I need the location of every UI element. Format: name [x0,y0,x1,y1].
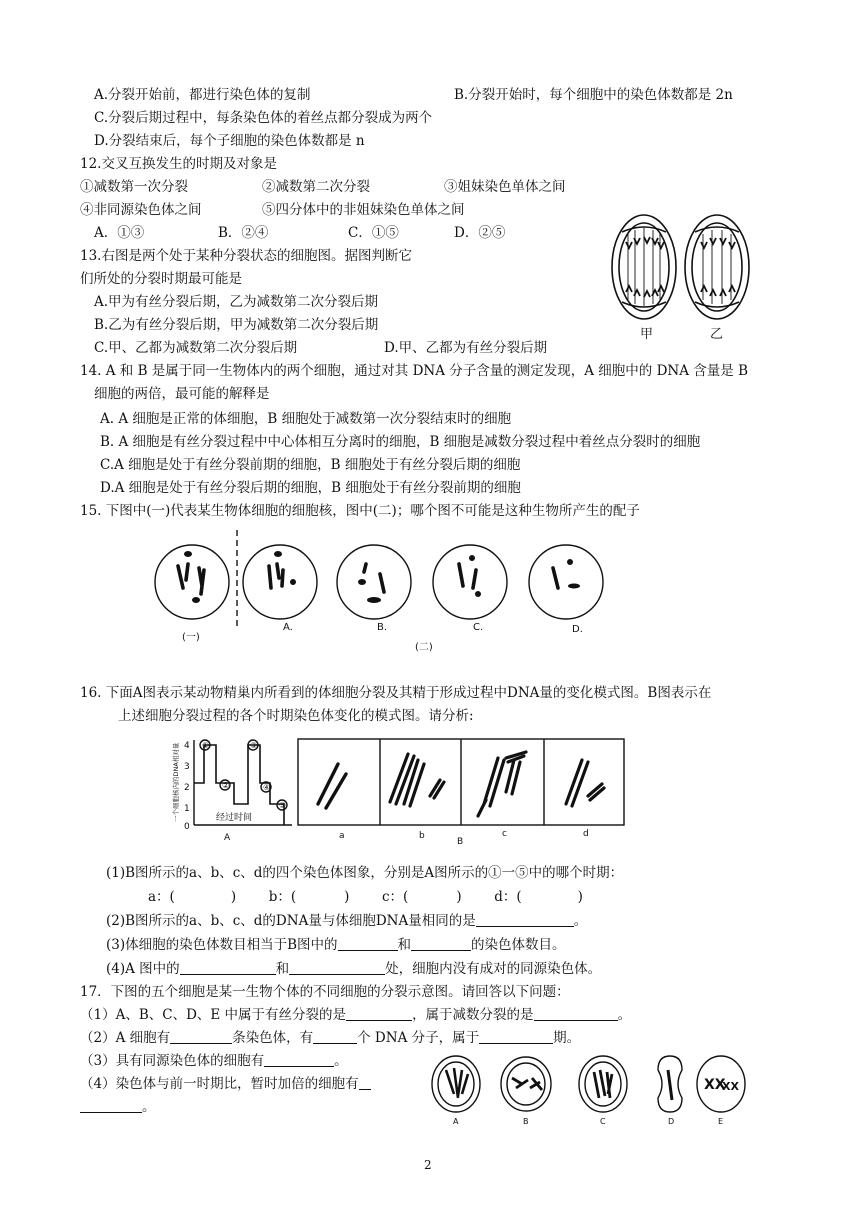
svg-text:4: 4 [184,741,190,751]
label-d: D. [572,624,583,635]
svg-text:0: 0 [184,822,190,832]
q13-figure [604,212,764,352]
svg-text:b: b [419,831,425,841]
q16-part2: (2)B图所示的a、b、c、d的DNA量与体细胞DNA量相同的是 。 [106,913,588,929]
svg-text:①: ① [202,741,210,750]
q17-stem: 17．下图的五个细胞是某一生物个体的不同细胞的分裂示意图。请回答以下问题： [80,984,570,1000]
svg-text:A: A [453,1117,459,1126]
svg-text:A: A [224,833,231,843]
svg-text:②: ② [222,781,230,790]
q13-stem-line2: 们所处的分裂时期最可能是 [80,271,242,287]
svg-text:XX: XX [722,1080,739,1093]
q12-option-c: C．①⑤ [348,225,399,241]
q16-figure [168,734,630,847]
svg-text:3: 3 [184,762,190,772]
gamete-b [337,545,411,619]
q13-figure-svg [604,212,764,352]
q16-d-label: d：( [494,889,522,905]
label-c: C. [473,622,484,633]
svg-text:C: C [600,1117,606,1126]
q17-figure [424,1052,739,1130]
q15-stem: 15. 下图中(一)代表某生物体细胞的细胞核，图中(二)；哪个图不可能是这种生物所产生的配子 [80,503,640,519]
q16-part4: (4)A 图中的 和 处，细胞内没有成对的同源染色体。 [106,961,602,977]
q13-option-c: C.甲、乙都为减数第二次分裂后期 [94,340,298,356]
q17-chromosome-blank[interactable] [170,1029,232,1044]
q12-item-1: ①减数第一次分裂 [80,179,188,195]
q16-part3: (3)体细胞的染色体数目相当于B图中的 和 的染色体数目。 [106,937,566,953]
q17-part1: （1）A、B、C、D、E 中属于有丝分裂的是 ，属于减数分裂的是 。 [80,1007,632,1023]
q13-option-b: B.乙为有丝分裂后期，甲为减数第二次分裂后期 [94,317,379,333]
q17-part4-cont: 。 [80,1098,156,1116]
q17-mitosis-blank[interactable] [346,1006,412,1021]
svg-text:E: E [718,1117,724,1126]
q12-option-a: A．①③ [94,225,145,241]
q17-stage-blank[interactable] [479,1029,553,1044]
q17-doubled-blank[interactable] [359,1075,371,1090]
q15-figure-svg [152,528,622,656]
q12-item-3: ③姐妹染色单体之间 [444,179,566,195]
svg-text:⑤: ⑤ [279,801,287,810]
q12-item-5: ⑤四分体中的非姐妹染色单体之间 [262,202,465,218]
q13-option-d: D.甲、乙都为有丝分裂后期 [384,340,548,356]
q12-stem: 12.交叉互换发生的时期及对象是 [80,156,277,172]
q12-item-4: ④非同源染色体之间 [80,202,202,218]
q17-dna-blank[interactable] [313,1029,357,1044]
svg-text:经过时间: 经过时间 [216,813,253,823]
svg-text:B: B [523,1117,529,1126]
q14-stem-line2: 细胞的两倍，最可能的解释是 [94,386,270,402]
q12-item-2: ②减数第二次分裂 [262,179,370,195]
q17-homologous-blank[interactable] [264,1052,334,1067]
svg-text:d: d [583,829,589,839]
svg-text:D: D [668,1117,675,1126]
svg-text:1: 1 [184,804,190,814]
svg-text:2: 2 [184,783,190,793]
nucleus-one [155,545,229,619]
q16-c-label: c：( [382,889,409,905]
q14-option-d: D.A 细胞是处于有丝分裂后期的细胞，B 细胞处于有丝分裂前期的细胞 [100,480,521,496]
svg-text:c: c [502,829,507,839]
q11-option-a: A.分裂开始前，都进行染色体的复制 [94,87,311,103]
label-two: (二) [415,642,433,653]
q17-part2: （2）A 细胞有 条染色体，有 个 DNA 分子，属于 期。 [80,1030,581,1046]
q12-option-d: D．②⑤ [454,225,506,241]
label-a: A. [283,622,293,633]
q16-b-label: b：( [268,889,297,905]
gamete-d [529,545,603,619]
svg-text:③: ③ [250,741,258,750]
q16-stem-line1: 16. 下面A图表示某动物精巢内所看到的体细胞分裂及其精于形成过程中DNA量的变化模式图。B图表示在 [80,685,712,701]
q14-option-a: A. A 细胞是正常的体细胞，B 细胞处于减数第一次分裂结束时的细胞 [100,411,512,427]
q16-figure-svg [168,734,630,847]
q16-part2-blank[interactable] [476,912,574,927]
svg-text:XX: XX [704,1077,726,1093]
label-yi: 乙 [710,327,724,342]
q17-figure-svg [424,1052,739,1130]
q16-stem-line2: 上述细胞分裂过程的各个时期染色体变化的模式图。请分析: [118,708,474,724]
q17-meiosis-blank[interactable] [534,1006,618,1021]
q15-figure [152,528,622,656]
q14-stem-line1: 14. A 和 B 是属于同一生物体内的两个细胞，通过对其 DNA 分子含量的测定发现，A 细胞中的 DNA 含量是 B [80,363,748,379]
q14-option-b: B. A 细胞是有丝分裂过程中中心体相互分离时的细胞，B 细胞是减数分裂过程中着丝点分裂时的细胞 [100,434,701,450]
q16-part1-answers: a：( ) b：( ) c：( ) d：( ) [148,889,583,905]
q11-option-b: B.分裂开始时，每个细胞中的染色体数都是 2n [454,87,733,103]
q17-doubled-blank-cont[interactable] [80,1098,142,1113]
svg-text:④: ④ [263,783,271,792]
q17-part4: （4）染色体与前一时期比，暂时加倍的细胞有 [80,1075,371,1093]
graph-b [298,739,624,825]
q13-stem-line1: 13.右图是两个处于某种分裂状态的细胞图。据图判断它 [80,248,412,264]
q17-part3: （3）具有同源染色体的细胞有 。 [80,1053,348,1069]
cell-b [501,1057,551,1111]
q16-part1: (1)B图所示的a、b、c、d的四个染色体图象，分别是A图所示的①一⑤中的哪个时期： [106,865,624,881]
label-one: (一) [182,632,200,643]
q13-option-a: A.甲为有丝分裂后期，乙为减数第二次分裂后期 [94,294,379,310]
q12-option-b: B．②④ [218,225,269,241]
graph-a-labels [184,741,286,843]
cell-yi [685,215,749,319]
label-jia: 甲 [640,327,654,342]
graph-a-ylabel: 一个细胞核内的DNA相对量 [172,742,180,822]
page-number: 2 [424,1158,432,1172]
q16-part4-blank-1[interactable] [180,960,276,975]
q16-part3-blank-2[interactable] [411,936,471,951]
cell-jia [612,215,676,319]
q14-option-c: C.A 细胞是处于有丝分裂前期的细胞，B 细胞处于有丝分裂后期的细胞 [100,457,521,473]
q16-a-label: a：( [148,889,175,905]
svg-text:a: a [339,831,345,841]
q16-part3-blank-1[interactable] [338,936,398,951]
q11-option-d: D.分裂结束后，每个子细胞的染色体数都是 n [94,133,365,149]
q16-part4-blank-2[interactable] [289,960,385,975]
svg-text:B: B [457,837,464,847]
q11-option-c: C.分裂后期过程中，每条染色体的着丝点都分裂成为两个 [94,110,433,126]
label-b: B. [377,622,388,633]
